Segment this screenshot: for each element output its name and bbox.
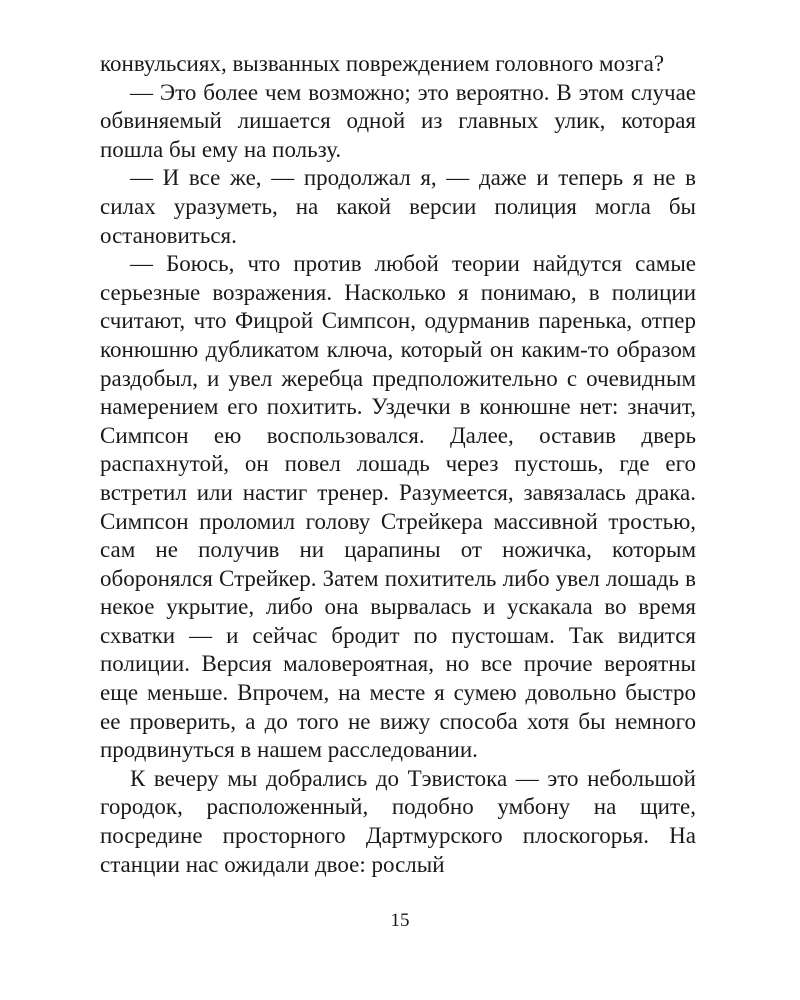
paragraph-continuation: конвульсиях, вызванных повреждением головного мозга? <box>100 51 665 76</box>
paragraph: — Боюсь, что против любой теории найдутся самые серьезные возражения. Насколько я понимаю, в полиции считают, что Фицрой Симпсон, одурманив паренька, отпер конюшню дубликатом ключа, который он каким-то образом раздобыл, и увел жеребца предположительно с очевидным намерением его похитить. Уздечки в конюшне нет: значит, Симпсон ею воспользовался. Далее, оставив дверь распахнутой, он повел лошадь через пустошь, где его встретил или настиг тренер. Разумеется, завязалась драка. Симпсон проломил голову Стрейкера массивной тростью, сам не получив ни царапины от ножичка, которым оборонялся Стрейкер. Затем похититель либо увел лошадь в некое укрытие, либо она вырвалась и ускакала во время схватки — и сейчас бродит по пустошам. Так видится полиции. Версия маловероятная, но все прочие вероятны еще меньше. Впрочем, на месте я сумею довольно быстро ее проверить, а до того не вижу способа хотя бы немного продвинуться в нашем расследовании. <box>100 251 696 763</box>
paragraph: — Это более чем возможно; это вероятно. В этом случае обвиняемый лишается одной из главных улик, которая пошла бы ему на пользу. <box>100 79 696 162</box>
paragraph: К вечеру мы добрались до Тэвистока — это небольшой городок, расположенный, подобно умбону на щите, посредине просторного Дартмурского плоскогорья. На станции нас ожидали двое: рослый <box>100 765 696 877</box>
paragraph: — И все же, — продолжал я, — даже и теперь я не в силах уразуметь, на какой версии полиция могла бы остановиться. <box>100 165 696 248</box>
page-number: 15 <box>390 910 410 931</box>
page-body <box>100 50 696 879</box>
